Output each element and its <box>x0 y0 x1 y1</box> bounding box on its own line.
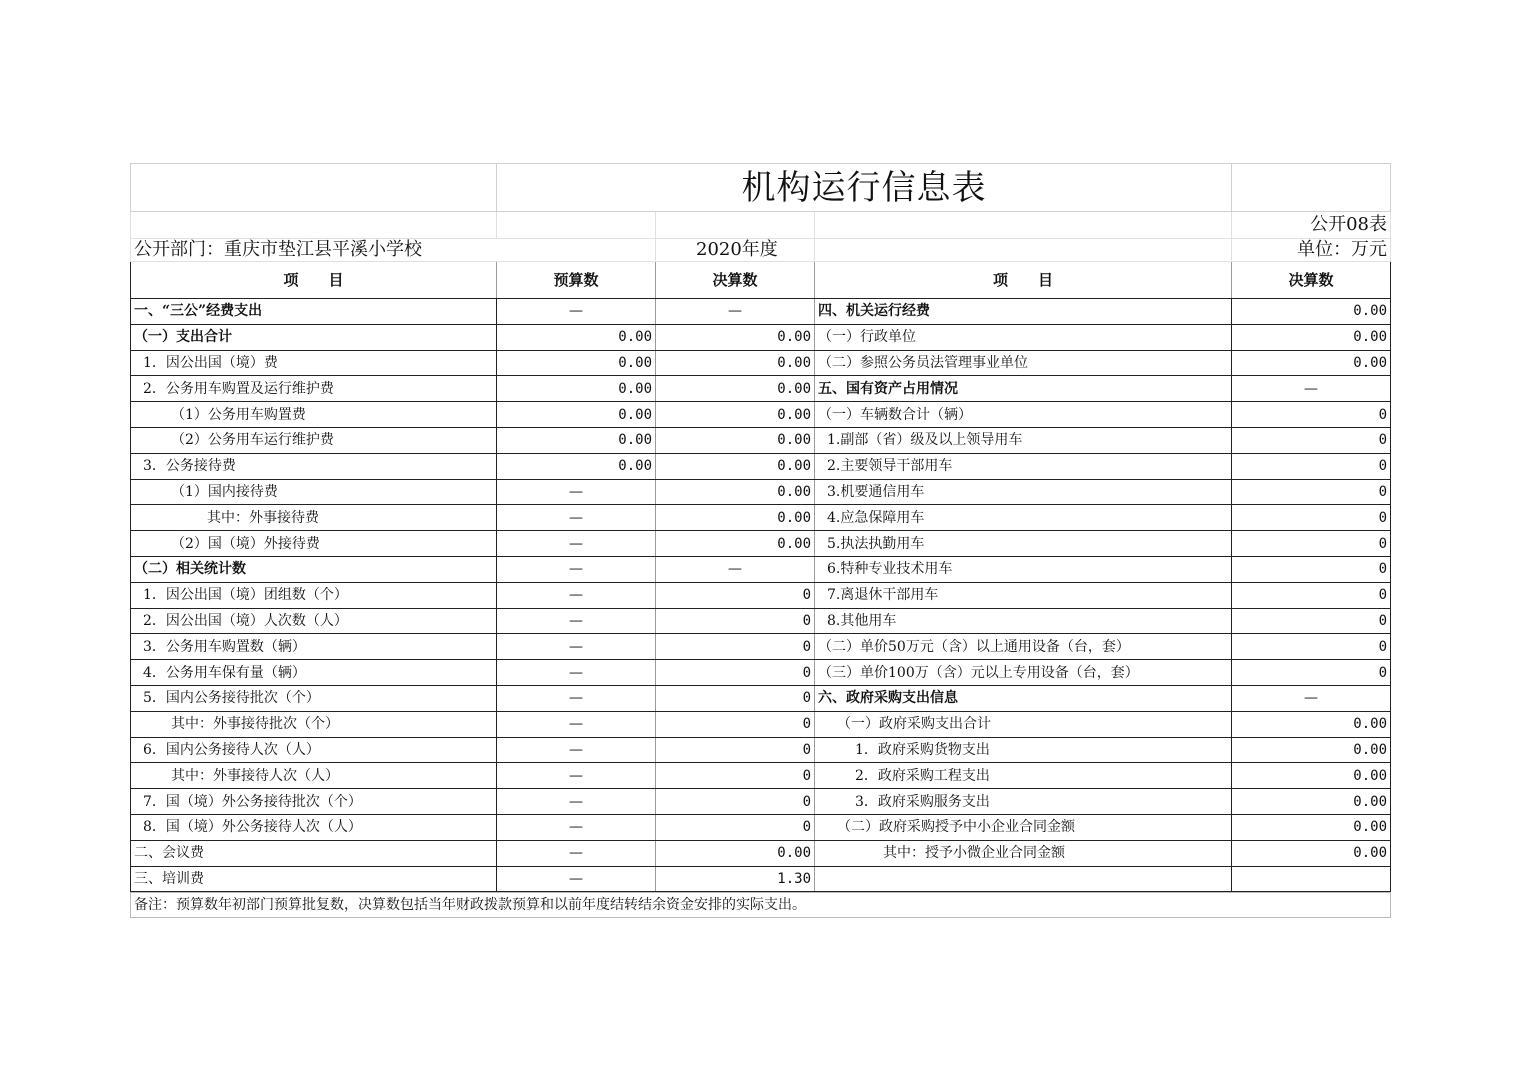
final-value: 0.00 <box>656 402 815 428</box>
left-item-label: 一、“三公”经费支出 <box>131 299 497 325</box>
budget-value: 0.00 <box>497 376 656 402</box>
left-item-label: （2）国（境）外接待费 <box>131 531 497 557</box>
right-item-label: 四、机关运行经费 <box>815 299 1232 325</box>
table-row <box>131 376 1391 402</box>
budget-value: — <box>497 505 656 531</box>
right-final-value: 0 <box>1232 531 1391 557</box>
right-final-value: 0.00 <box>1232 711 1391 737</box>
right-final-value: 0.00 <box>1232 737 1391 763</box>
right-item-label: （二）单价50万元（含）以上通用设备（台，套） <box>815 634 1232 660</box>
left-item-label: 三、培训费 <box>131 866 497 892</box>
budget-value: — <box>497 866 656 892</box>
right-item-label: 六、政府采购支出信息 <box>815 685 1232 711</box>
budget-value: — <box>497 634 656 660</box>
table-row <box>131 479 1391 505</box>
left-item-label: 其中：外事接待批次（个） <box>131 711 497 737</box>
right-final-value: 0.00 <box>1232 840 1391 866</box>
table-row <box>131 866 1391 892</box>
table-row <box>131 789 1391 815</box>
left-item-label: 6．国内公务接待人次（人） <box>131 737 497 763</box>
table-row <box>131 582 1391 608</box>
budget-value: — <box>497 608 656 634</box>
right-final-value: 0 <box>1232 660 1391 686</box>
right-item-label <box>815 866 1232 892</box>
final-value: 0.00 <box>656 324 815 350</box>
right-final-value: 0 <box>1232 453 1391 479</box>
table-header <box>131 262 1391 299</box>
final-value: 0 <box>656 582 815 608</box>
budget-value: — <box>497 685 656 711</box>
budget-value: — <box>497 660 656 686</box>
right-final-value: 0.00 <box>1232 789 1391 815</box>
info-table <box>130 163 1391 892</box>
right-item-label: 2．政府采购工程支出 <box>815 763 1232 789</box>
final-value: 0.00 <box>656 376 815 402</box>
left-item-label: 7．国（境）外公务接待批次（个） <box>131 789 497 815</box>
left-item-label: 其中：外事接待费 <box>131 505 497 531</box>
right-item-label: 6.特种专业技术用车 <box>815 556 1232 582</box>
table-row <box>131 505 1391 531</box>
final-value: 0.00 <box>656 479 815 505</box>
right-item-label: （三）单价100万（含）元以上专用设备（台，套） <box>815 660 1232 686</box>
left-item-label: 1．因公出国（境）费 <box>131 350 497 376</box>
budget-value: 0.00 <box>497 402 656 428</box>
right-final-value: — <box>1232 685 1391 711</box>
budget-value: — <box>497 763 656 789</box>
left-item-label: 2．因公出国（境）人次数（人） <box>131 608 497 634</box>
budget-value: — <box>497 556 656 582</box>
final-value: 0.00 <box>656 453 815 479</box>
page-title: 机构运行信息表 <box>497 164 1232 212</box>
department-label: 公开部门：重庆市垫江县平溪小学校 <box>131 239 656 262</box>
right-item-label: 7.离退休干部用车 <box>815 582 1232 608</box>
right-item-label: 8.其他用车 <box>815 608 1232 634</box>
final-value: 0 <box>656 814 815 840</box>
right-item-label: （二）参照公务员法管理事业单位 <box>815 350 1232 376</box>
right-item-label: （一）车辆数合计（辆） <box>815 402 1232 428</box>
budget-value: 0.00 <box>497 350 656 376</box>
final-value: 0.00 <box>656 840 815 866</box>
budget-value: — <box>497 840 656 866</box>
left-item-label: 2．公务用车购置及运行维护费 <box>131 376 497 402</box>
table-row <box>131 299 1391 325</box>
right-final-value: 0 <box>1232 479 1391 505</box>
left-item-label: 8．国（境）外公务接待人次（人） <box>131 814 497 840</box>
header-final-2: 决算数 <box>1232 262 1391 299</box>
footnote: 备注：预算数年初部门预算批复数，决算数包括当年财政拨款预算和以前年度结转结余资金安排的实际支出。 <box>131 893 1391 918</box>
right-final-value: 0.00 <box>1232 324 1391 350</box>
right-item-label: 1.副部（省）级及以上领导用车 <box>815 427 1232 453</box>
table-row <box>131 453 1391 479</box>
right-item-label: （二）政府采购授予中小企业合同金额 <box>815 814 1232 840</box>
right-final-value: 0 <box>1232 427 1391 453</box>
left-item-label: 二、会议费 <box>131 840 497 866</box>
right-final-value <box>1232 866 1391 892</box>
right-item-label: 3.机要通信用车 <box>815 479 1232 505</box>
left-item-label: 其中：外事接待人次（人） <box>131 763 497 789</box>
table-row <box>131 685 1391 711</box>
table-row <box>131 427 1391 453</box>
table-row <box>131 350 1391 376</box>
budget-value: — <box>497 737 656 763</box>
final-value: 0.00 <box>656 531 815 557</box>
left-item-label: 4．公务用车保有量（辆） <box>131 660 497 686</box>
table-row <box>131 711 1391 737</box>
left-item-label: （二）相关统计数 <box>131 556 497 582</box>
right-final-value: 0 <box>1232 582 1391 608</box>
right-item-label: 3．政府采购服务支出 <box>815 789 1232 815</box>
budget-value: 0.00 <box>497 324 656 350</box>
left-item-label: 1．因公出国（境）团组数（个） <box>131 582 497 608</box>
table-row <box>131 634 1391 660</box>
final-value: 0 <box>656 763 815 789</box>
budget-value: — <box>497 814 656 840</box>
budget-value: — <box>497 479 656 505</box>
table-row <box>131 737 1391 763</box>
header-item: 项 目 <box>131 262 497 299</box>
final-value: 0 <box>656 660 815 686</box>
right-final-value: 0.00 <box>1232 350 1391 376</box>
right-final-value: 0.00 <box>1232 763 1391 789</box>
right-final-value: 0.00 <box>1232 299 1391 325</box>
left-item-label: （2）公务用车运行维护费 <box>131 427 497 453</box>
report-sheet <box>130 163 1390 918</box>
final-value: 0 <box>656 737 815 763</box>
left-item-label: 5．国内公务接待批次（个） <box>131 685 497 711</box>
right-final-value: 0 <box>1232 505 1391 531</box>
final-value: 0 <box>656 634 815 660</box>
header-item-2: 项 目 <box>815 262 1232 299</box>
budget-value: — <box>497 789 656 815</box>
table-row <box>131 402 1391 428</box>
table-row <box>131 814 1391 840</box>
header-budget: 预算数 <box>497 262 656 299</box>
right-item-label: 五、国有资产占用情况 <box>815 376 1232 402</box>
table-row <box>131 531 1391 557</box>
final-value: 0.00 <box>656 427 815 453</box>
left-item-label: 3．公务接待费 <box>131 453 497 479</box>
right-item-label: （一）政府采购支出合计 <box>815 711 1232 737</box>
unit-label: 单位：万元 <box>1232 239 1391 262</box>
final-value: 0.00 <box>656 505 815 531</box>
final-value: 0 <box>656 711 815 737</box>
table-row <box>131 324 1391 350</box>
right-item-label: （一）行政单位 <box>815 324 1232 350</box>
table-code: 公开08表 <box>1232 212 1391 239</box>
budget-value: — <box>497 531 656 557</box>
final-value: 0.00 <box>656 350 815 376</box>
right-item-label: 5.执法执勤用车 <box>815 531 1232 557</box>
right-final-value: 0 <box>1232 634 1391 660</box>
table-row <box>131 660 1391 686</box>
left-item-label: （一）支出合计 <box>131 324 497 350</box>
right-item-label: 1．政府采购货物支出 <box>815 737 1232 763</box>
left-item-label: （1）公务用车购置费 <box>131 402 497 428</box>
header-final: 决算数 <box>656 262 815 299</box>
final-value: 0 <box>656 789 815 815</box>
final-value: 0 <box>656 608 815 634</box>
left-item-label: （1）国内接待费 <box>131 479 497 505</box>
right-final-value: 0.00 <box>1232 814 1391 840</box>
left-item-label: 3．公务用车购置数（辆） <box>131 634 497 660</box>
final-value: 0 <box>656 685 815 711</box>
year-label: 2020年度 <box>656 239 815 262</box>
budget-value: — <box>497 711 656 737</box>
right-item-label: 2.主要领导干部用车 <box>815 453 1232 479</box>
budget-value: — <box>497 299 656 325</box>
note-table <box>130 892 1391 918</box>
right-final-value: — <box>1232 376 1391 402</box>
budget-value: 0.00 <box>497 453 656 479</box>
right-final-value: 0 <box>1232 556 1391 582</box>
right-final-value: 0 <box>1232 608 1391 634</box>
table-row <box>131 763 1391 789</box>
table-row <box>131 840 1391 866</box>
budget-value: — <box>497 582 656 608</box>
table-row <box>131 556 1391 582</box>
right-item-label: 其中：授予小微企业合同金额 <box>815 840 1232 866</box>
right-final-value: 0 <box>1232 402 1391 428</box>
final-value: — <box>656 556 815 582</box>
final-value: 1.30 <box>656 866 815 892</box>
right-item-label: 4.应急保障用车 <box>815 505 1232 531</box>
budget-value: 0.00 <box>497 427 656 453</box>
final-value: — <box>656 299 815 325</box>
table-row <box>131 608 1391 634</box>
